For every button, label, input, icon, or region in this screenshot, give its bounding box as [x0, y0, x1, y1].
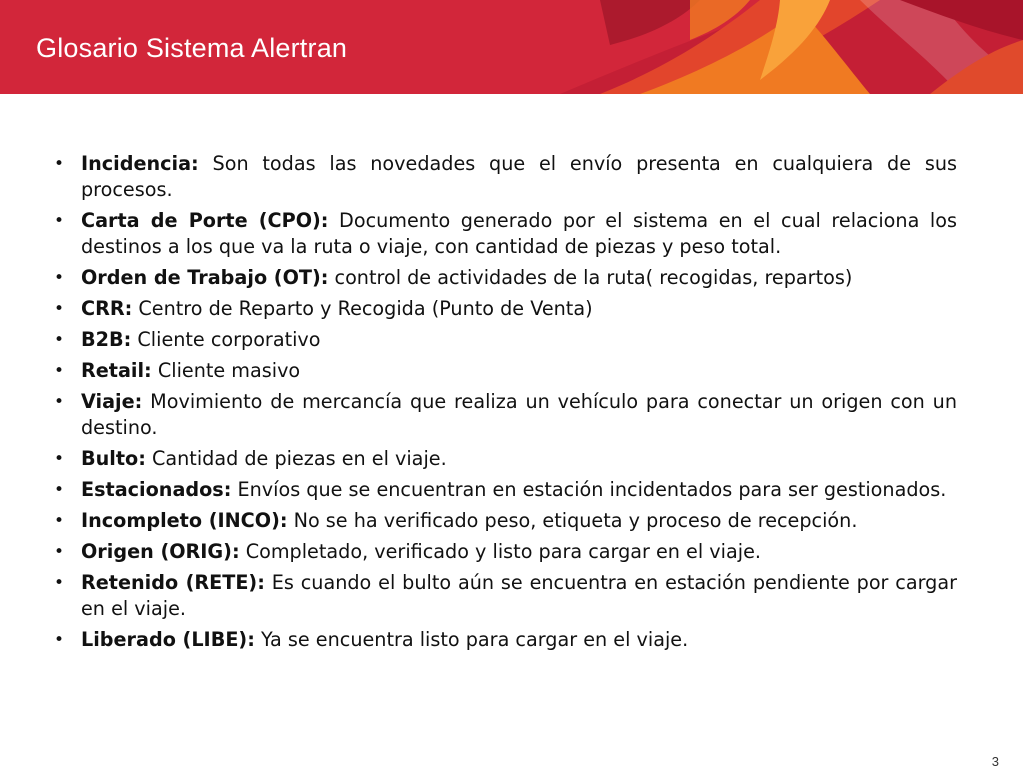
glossary-definition: control de actividades de la ruta( recogidas, repartos) — [328, 266, 853, 289]
glossary-term: Orden de Trabajo (OT): — [81, 266, 329, 289]
bullet-icon: • — [54, 154, 65, 174]
bullet-icon: • — [54, 392, 65, 412]
bullet-icon: • — [54, 268, 65, 288]
glossary-term: Retail: — [81, 359, 152, 382]
glossary-definition: Completado, verificado y listo para cargar en el viaje. — [239, 540, 761, 563]
glossary-term: Carta de Porte (CPO): — [81, 209, 329, 232]
bullet-icon: • — [54, 542, 65, 562]
glossary-item — [54, 265, 957, 291]
glossary-term: Incompleto (INCO): — [81, 509, 288, 532]
glossary-item — [54, 327, 957, 353]
glossary-definition: Cliente masivo — [151, 359, 301, 382]
bullet-icon: • — [54, 630, 65, 650]
bullet-icon: • — [54, 511, 65, 531]
glossary-term: CRR: — [81, 297, 133, 320]
bullet-icon: • — [54, 299, 65, 319]
glossary-item — [54, 446, 957, 472]
glossary-item — [54, 358, 957, 384]
glossary-item — [54, 570, 957, 622]
glossary-definition: Son todas las novedades que el envío presenta en cualquiera de sus procesos. — [81, 152, 957, 201]
page-number: 3 — [991, 754, 999, 769]
bullet-icon: • — [54, 449, 65, 469]
glossary-definition: Movimiento de mercancía que realiza un vehículo para conectar un origen con un destino. — [81, 390, 957, 439]
glossary-definition: No se ha verificado peso, etiqueta y proceso de recepción. — [287, 509, 858, 532]
glossary-term: Viaje: — [81, 390, 143, 413]
glossary-term: Bulto: — [81, 447, 146, 470]
glossary-definition: Cliente corporativo — [131, 328, 321, 351]
glossary-list — [54, 151, 957, 658]
glossary-definition: Cantidad de piezas en el viaje. — [145, 447, 447, 470]
glossary-term: B2B: — [81, 328, 132, 351]
glossary-term: Incidencia: — [81, 152, 199, 175]
glossary-item — [54, 151, 957, 203]
glossary-term: Retenido (RETE): — [81, 571, 265, 594]
bullet-icon: • — [54, 480, 65, 500]
glossary-item — [54, 296, 957, 322]
bullet-icon: • — [54, 330, 65, 350]
glossary-term: Origen (ORIG): — [81, 540, 240, 563]
bullet-icon: • — [54, 211, 65, 231]
glossary-definition: Ya se encuentra listo para cargar en el viaje. — [254, 628, 689, 651]
glossary-item — [54, 508, 957, 534]
glossary-item — [54, 208, 957, 260]
glossary-definition: Centro de Reparto y Recogida (Punto de Venta) — [132, 297, 593, 320]
glossary-definition: Es cuando el bulto aún se encuentra en estación pendiente por cargar en el viaje. — [81, 571, 957, 620]
glossary-term: Liberado (LIBE): — [81, 628, 255, 651]
bullet-icon: • — [54, 573, 65, 593]
bullet-icon: • — [54, 361, 65, 381]
glossary-item — [54, 627, 957, 653]
glossary-item — [54, 477, 957, 503]
glossary-term: Estacionados: — [81, 478, 232, 501]
glossary-item — [54, 389, 957, 441]
slide-title: Glosario Sistema Alertran — [36, 33, 348, 63]
glossary-item — [54, 539, 957, 565]
glossary-definition: Documento generado por el sistema en el cual relaciona los destinos a los que va la ruta o viaje, con cantidad de piezas y peso total. — [81, 209, 957, 258]
glossary-definition: Envíos que se encuentran en estación incidentados para ser gestionados. — [231, 478, 947, 501]
header-banner — [0, 0, 1023, 94]
